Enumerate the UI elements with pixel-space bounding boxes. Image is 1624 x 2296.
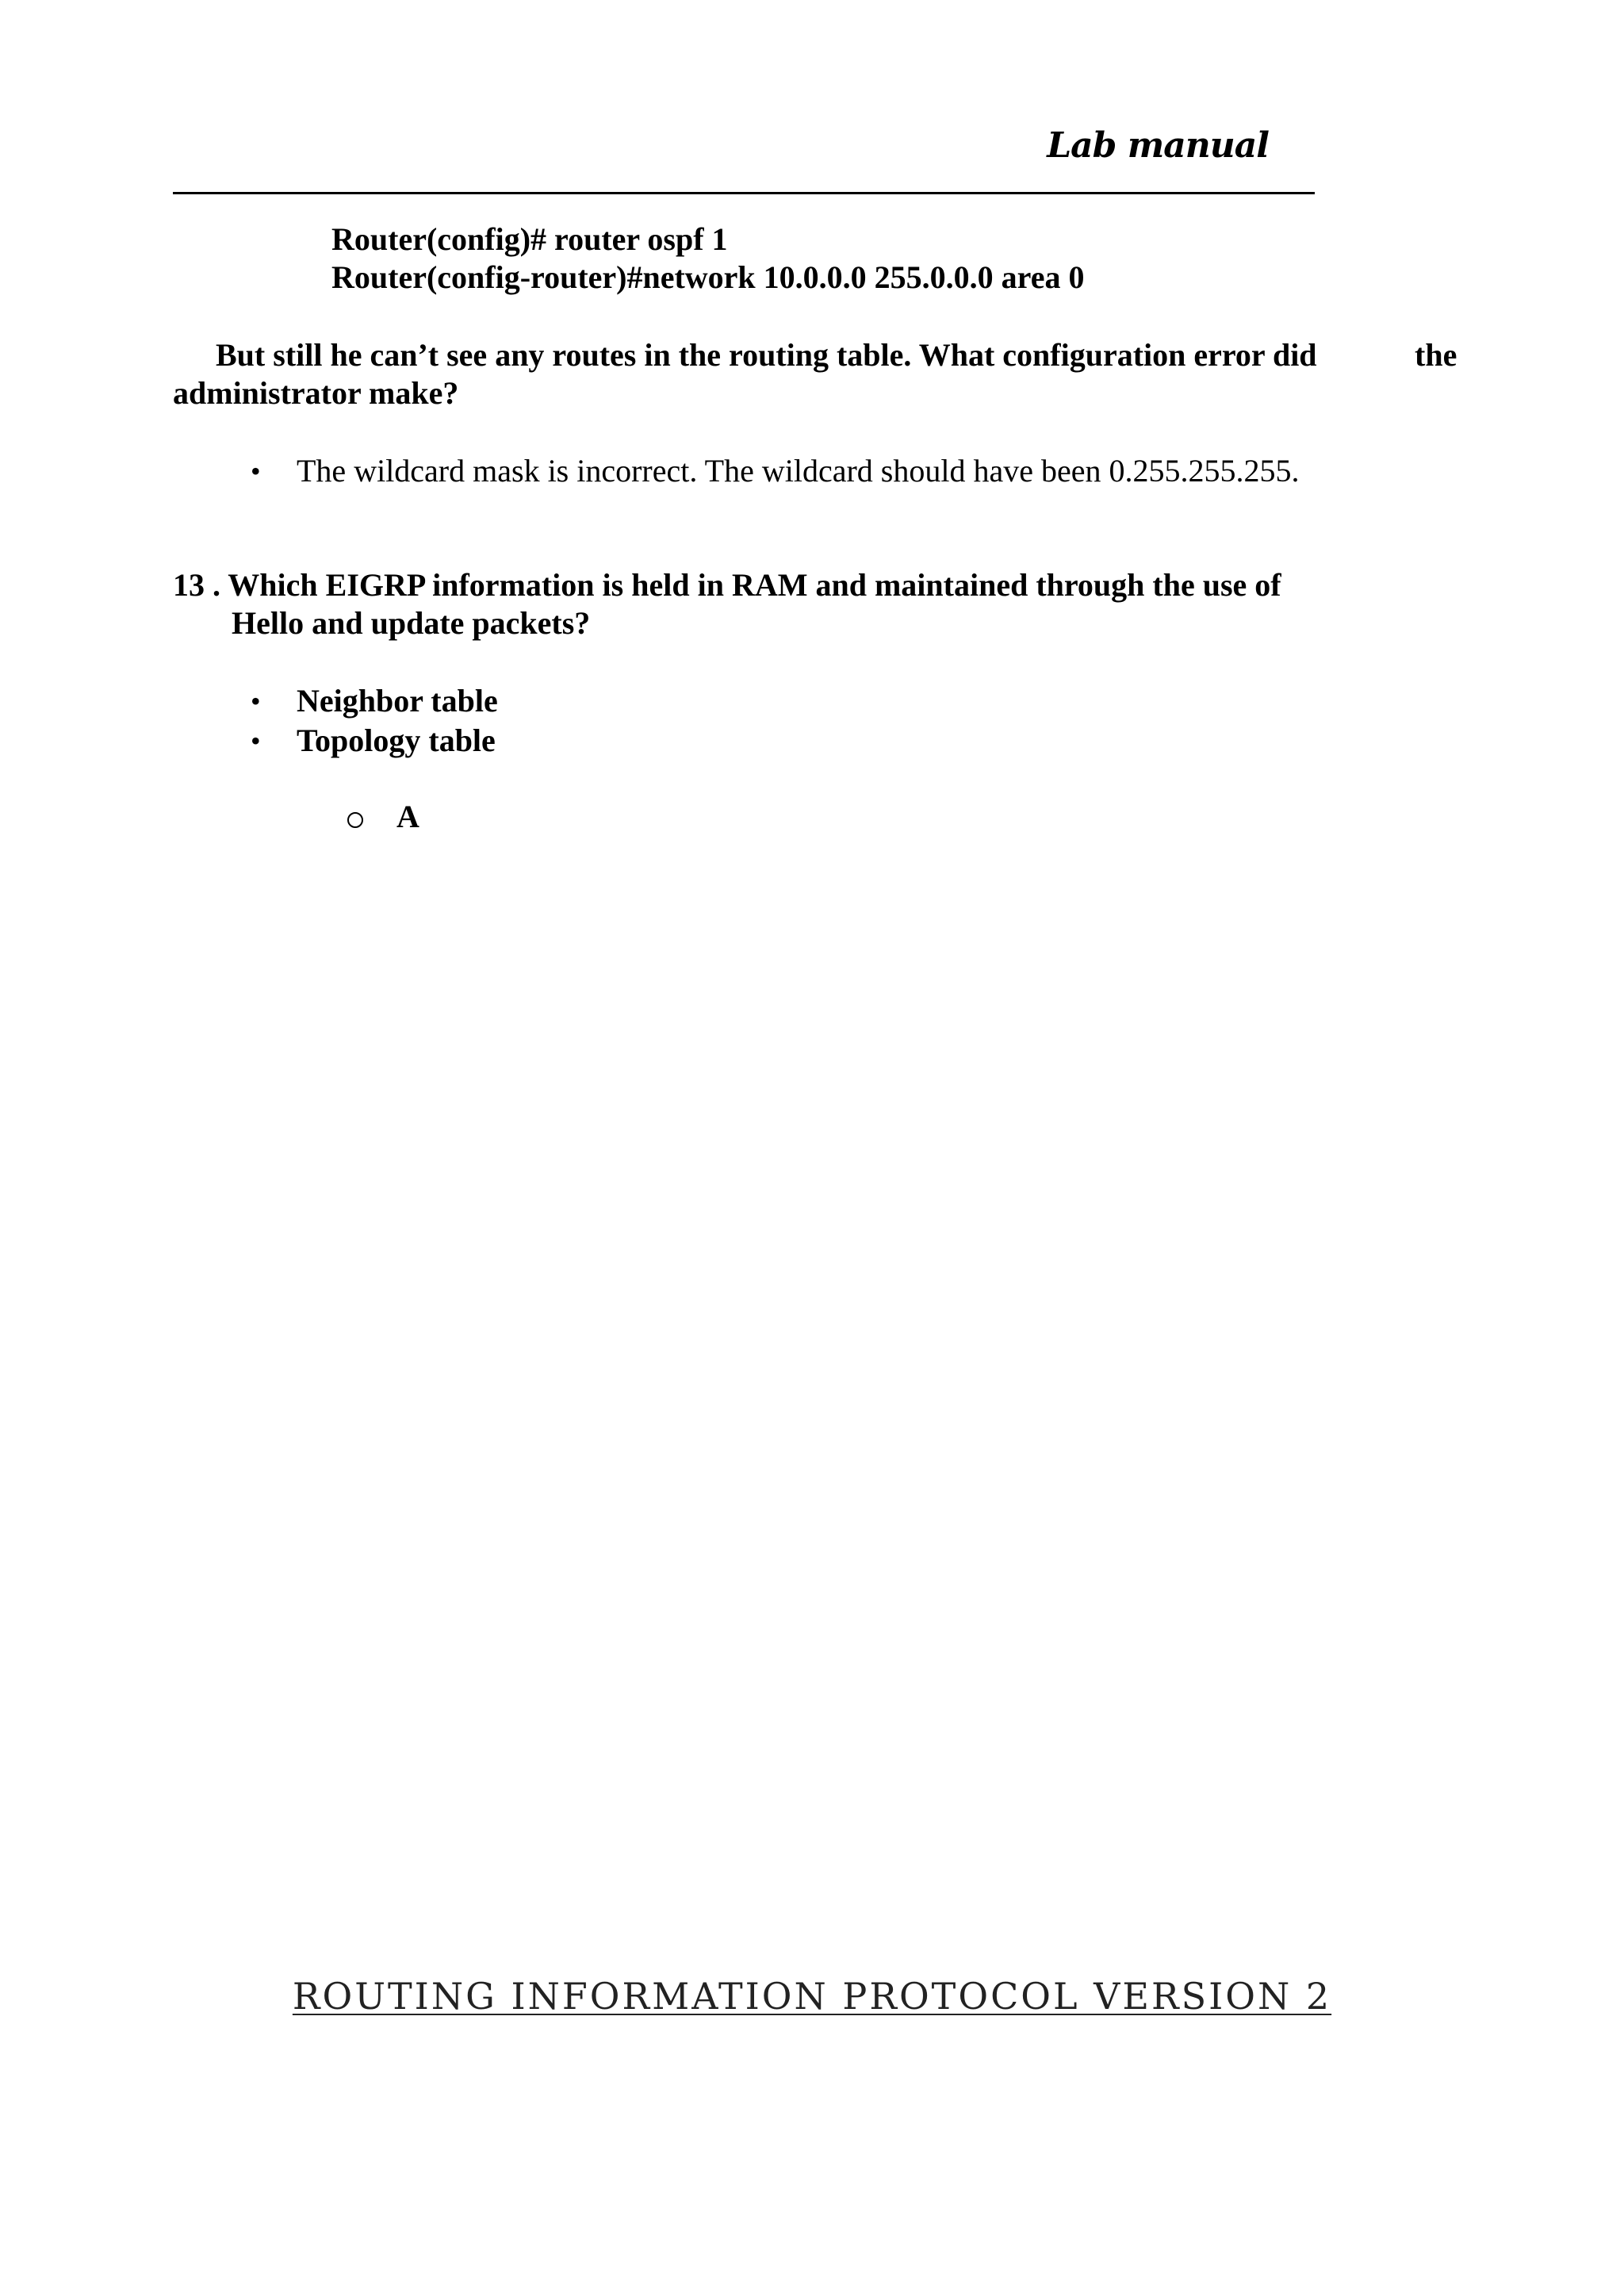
header-title: Lab manual: [1047, 125, 1269, 166]
answer-text: The wildcard mask is incorrect. The wildcard should have been 0.255.255.255.: [297, 453, 1300, 489]
question-text-line-1: 13 . Which EIGRP information is held in RAM and maintained through the use of: [173, 567, 1281, 603]
option-topology-table: Topology table: [297, 723, 496, 758]
option-neighbor-table: Neighbor table: [297, 683, 498, 719]
bullet-icon: •: [251, 685, 261, 717]
code-line-1: Router(config)# router ospf 1: [331, 221, 728, 257]
bullet-icon: •: [251, 725, 261, 757]
circle-bullet-icon: [347, 812, 363, 828]
bullet-icon: •: [251, 455, 261, 487]
footer-title: ROUTING INFORMATION PROTOCOL VERSION 2: [292, 1975, 1332, 2018]
question-text-line-2: Hello and update packets?: [232, 605, 591, 641]
code-line-2: Router(config-router)#network 10.0.0.0 255.0.0.0 area 0: [331, 259, 1085, 295]
sub-answer: A: [396, 799, 419, 834]
question-text-line-1-end: the: [1415, 337, 1457, 373]
question-text-line-2: administrator make?: [173, 375, 459, 411]
header-divider: [173, 192, 1315, 194]
question-text-line-1: But still he can’t see any routes in the routing table. What configuration error did: [216, 337, 1317, 373]
